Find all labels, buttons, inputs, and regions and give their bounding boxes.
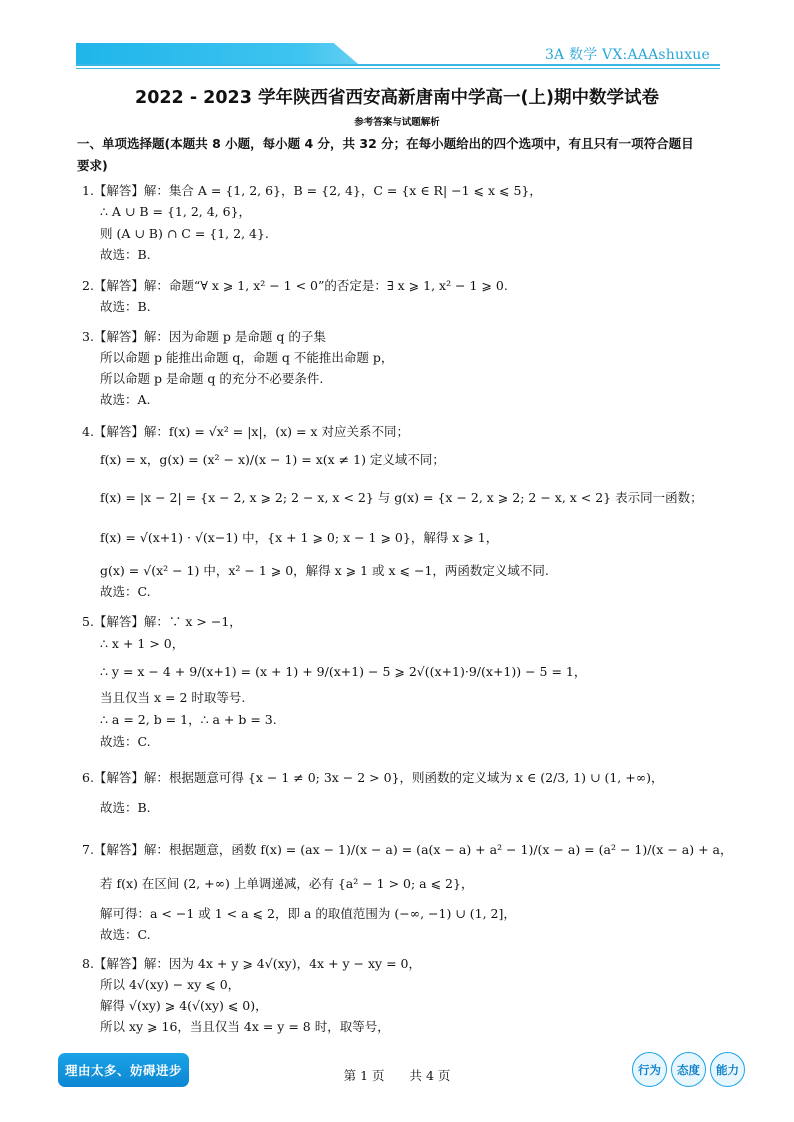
answer-line: 7.【解答】解：根据题意，函数 f(x) = (ax − 1)/(x − a) = (a(x − a) + a² − 1)/(x − a) = (a² − 1)/(x − a) + a，: [82, 842, 733, 857]
badge-behavior: 行为: [632, 1052, 667, 1087]
answer-line: ∴ a = 2, b = 1，∴ a + b = 3.: [100, 712, 277, 727]
answer-line: 若 f(x) 在区间 (2, +∞) 上单调递减，必有 {a² − 1 > 0; a ⩽ 2}，: [100, 876, 474, 891]
page-title: 2022 - 2023 学年陕西省西安高新唐南中学高一(上)期中数学试卷: [135, 88, 659, 108]
answer-line: 1.【解答】解：集合 A = {1, 2, 6}，B = {2, 4}，C = {x ∈ R| −1 ⩽ x ⩽ 5}，: [82, 183, 542, 198]
section-heading-line1: 一、单项选择题(本题共 8 小题，每小题 4 分，共 32 分；在每小题给出的四个选项中，有且只有一项符合题目: [77, 136, 694, 151]
badge-attitude: 态度: [671, 1052, 706, 1087]
answer-line: 所以 xy ⩾ 16，当且仅当 4x = y = 8 时，取等号，: [100, 1019, 390, 1034]
page-number: 第 1 页 共 4 页: [343, 1068, 451, 1083]
answer-line: 故选：C.: [100, 734, 151, 749]
badge-ability: 能力: [710, 1052, 745, 1087]
answer-line: 3.【解答】解：因为命题 p 是命题 q 的子集: [82, 329, 326, 344]
answer-line: f(x) = √(x+1) · √(x−1) 中，{x + 1 ⩾ 0; x − 1 ⩾ 0}，解得 x ⩾ 1，: [100, 530, 499, 545]
answer-line: 4.【解答】解：f(x) = √x² = |x|，(x) = x 对应关系不同；: [82, 424, 409, 439]
answer-line: 2.【解答】解：命题“∀ x ⩾ 1, x² − 1 < 0”的否定是：∃ x ⩾ 1, x² − 1 ⩾ 0.: [82, 278, 508, 293]
answer-line: 所以命题 p 能推出命题 q，命题 q 不能推出命题 p，: [100, 350, 394, 365]
answer-line: 5.【解答】解：∵ x > −1，: [82, 614, 242, 629]
answer-line: 8.【解答】解：因为 4x + y ⩾ 4√(xy)，4x + y − xy = 0，: [82, 956, 421, 971]
section-heading-line2: 要求): [77, 158, 108, 173]
answer-line: ∴ x + 1 > 0，: [100, 636, 185, 651]
answer-line: 故选：A.: [100, 392, 151, 407]
answer-line: 解可得：a < −1 或 1 < a ⩽ 2，即 a 的取值范围为 (−∞, −1) ∪ (1, 2]，: [100, 906, 516, 921]
answer-line: 故选：C.: [100, 927, 151, 942]
answer-line: 所以命题 p 是命题 q 的充分不必要条件.: [100, 371, 324, 386]
answer-line: 6.【解答】解：根据题意可得 {x − 1 ≠ 0; 3x − 2 > 0}，则函数的定义域为 x ∈ (2/3, 1) ∪ (1, +∞)，: [82, 770, 664, 785]
answer-line: g(x) = √(x² − 1) 中，x² − 1 ⩾ 0，解得 x ⩾ 1 或 x ⩽ −1，两函数定义域不同.: [100, 563, 549, 578]
answer-line: 所以 4√(xy) − xy ⩽ 0，: [100, 977, 241, 992]
answer-line: 故选：B.: [100, 247, 151, 262]
answer-line: 故选：C.: [100, 584, 151, 599]
answer-line: 故选：B.: [100, 800, 151, 815]
answer-line: 则 (A ∪ B) ∩ C = {1, 2, 4}.: [100, 226, 269, 241]
answer-line: ∴ A ∪ B = {1, 2, 4, 6}，: [100, 204, 252, 219]
answer-line: f(x) = |x − 2| = {x − 2, x ⩾ 2; 2 − x, x < 2} 与 g(x) = {x − 2, x ⩾ 2; 2 − x, x < 2} 表示同一函数；: [100, 490, 703, 505]
answer-line: 当且仅当 x = 2 时取等号.: [100, 690, 246, 705]
header-brand: 3A 数学 VX:AAAshuxue: [544, 47, 710, 63]
answer-line: ∴ y = x − 4 + 9/(x+1) = (x + 1) + 9/(x+1) − 5 ⩾ 2√((x+1)·9/(x+1)) − 5 = 1，: [100, 664, 587, 679]
page-subtitle: 参考答案与试题解析: [354, 117, 440, 128]
footer-slogan-badge: 理由太多、妨碍进步: [58, 1053, 189, 1087]
footer-badges: [632, 1052, 745, 1087]
answer-line: 解得 √(xy) ⩾ 4(√(xy) ⩽ 0)，: [100, 998, 268, 1013]
answer-line: 故选：B.: [100, 299, 151, 314]
answer-line: f(x) = x，g(x) = (x² − x)/(x − 1) = x(x ≠ 1) 定义域不同；: [100, 452, 445, 467]
